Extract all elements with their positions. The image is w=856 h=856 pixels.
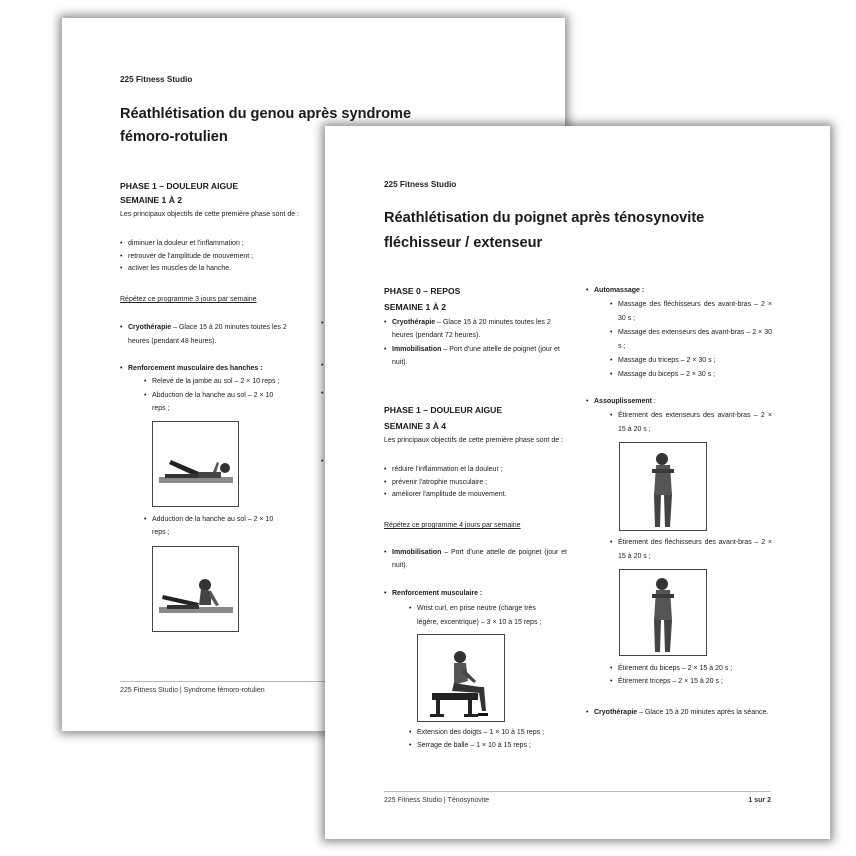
stretch-list-1 — [610, 409, 772, 437]
list-item: • Wrist curl, en prise neutre (charge très légère, excentrique) – 3 × 10 à 15 reps ; — [409, 602, 559, 630]
list-item: • diminuer la douleur et l'inflammation ; — [120, 238, 310, 251]
list-item: • Massage des extenseurs des avant-bras – 2 × 30 s ; — [610, 326, 772, 354]
page-footer: 225 Fitness Studio | Syndrome fémoro-rotulien — [120, 687, 265, 694]
exercise-list — [144, 376, 284, 415]
stretch-list-3 — [610, 662, 772, 688]
list-item: • Extension des doigts – 1 × 10 à 15 reps ; — [409, 727, 579, 740]
intro-text: Les principaux objectifs de cette première phase sont de : — [120, 211, 299, 218]
phase1-heading: PHASE 1 – DOULEUR AIGUE — [384, 405, 503, 415]
phase0-heading: PHASE 0 – REPOS — [384, 286, 461, 296]
wrist-curl-photo — [417, 634, 505, 722]
hidden-bullet: • — [321, 458, 324, 465]
list-item: • Étirement des fléchisseurs des avant-bras – 2 × 15 à 20 s ; — [610, 536, 772, 564]
intro-text: Les principaux objectifs de cette première phase sont de : — [384, 437, 563, 444]
exercise-list-2 — [144, 513, 284, 539]
list-item: • Adduction de la hanche au sol – 2 × 10 reps ; — [144, 513, 284, 539]
immobilisation-item: • Immobilisation – Port d'une attelle de poignet (jour et nuit). — [384, 546, 567, 572]
list-item: • Serrage de balle – 1 × 10 à 15 reps ; — [409, 740, 579, 753]
list-item: • activer les muscles de la hanche. — [120, 263, 310, 276]
list-item: • Relevé de la jambe au sol – 2 × 10 reps ; — [144, 376, 284, 389]
repeat-note: Répétez ce programme 4 jours par semaine — [384, 522, 521, 529]
extensor-stretch-photo — [619, 442, 707, 531]
studio-name: 225 Fitness Studio — [120, 75, 193, 84]
list-item: • Massage du biceps – 2 × 30 s ; — [610, 368, 772, 382]
page-number: 1 sur 2 — [748, 797, 771, 804]
hip-abduction-photo — [152, 421, 239, 507]
hidden-bullet: • — [321, 362, 324, 369]
footer-divider — [384, 791, 771, 792]
flexor-stretch-photo — [619, 569, 707, 656]
cryotherapy-item: • Cryothérapie – Glace 15 à 20 minutes toutes les 2 heures (pendant 48 heures). — [120, 321, 303, 349]
strength-section: • Renforcement musculaire : — [384, 588, 574, 601]
repeat-note: Répétez ce programme 3 jours par semaine — [120, 296, 257, 303]
list-item: • Abduction de la hanche au sol – 2 × 10 reps ; — [144, 389, 284, 415]
front-document-page — [325, 126, 830, 839]
list-item: • réduire l'inflammation et la douleur ; — [384, 464, 574, 477]
strength-section: • Renforcement musculaire des hanches : — [120, 363, 310, 376]
list-item: • Cryothérapie – Glace 15 à 20 minutes toutes les 2 heures (pendant 72 heures). — [384, 316, 569, 342]
list-item: • Massage du triceps – 2 × 30 s ; — [610, 354, 772, 368]
list-item: • améliorer l'amplitude de mouvement. — [384, 489, 574, 502]
list-item: • prévenir l'atrophie musculaire ; — [384, 477, 574, 490]
stretch-section: • Assouplissement : — [586, 396, 776, 409]
objectives-list — [120, 238, 310, 276]
page-footer: 225 Fitness Studio | Ténosynovite — [384, 797, 490, 804]
wrist-curl-item — [409, 602, 559, 630]
page-title: Réathlétisation du genou après syndrome fémoro-rotulien — [120, 106, 412, 145]
hidden-bullet: • — [321, 390, 324, 397]
finger-ball-list — [409, 727, 579, 752]
cryotherapy-item: • Cryothérapie – Glace 15 à 20 minutes après la séance. — [586, 706, 772, 719]
phase0-list — [384, 316, 569, 369]
list-item: • Étirement triceps – 2 × 15 à 20 s ; — [610, 675, 772, 688]
phase0-week: SEMAINE 1 À 2 — [384, 302, 447, 312]
list-item: • Immobilisation – Port d'une attelle de poignet (jour et nuit). — [384, 343, 569, 369]
page-title: Réathlétisation du poignet après ténosynovite fléchisseur / extenseur — [384, 210, 705, 251]
objectives-list — [384, 464, 574, 502]
massage-list — [610, 298, 772, 382]
phase-heading: PHASE 1 – DOULEUR AIGUE — [120, 181, 239, 191]
hidden-bullet: • — [321, 320, 324, 327]
list-item: • Massage des fléchisseurs des avant-bras – 2 × 30 s ; — [610, 298, 772, 326]
list-item: • Étirement du biceps – 2 × 15 à 20 s ; — [610, 662, 772, 675]
stretch-list-2 — [610, 536, 772, 564]
studio-name: 225 Fitness Studio — [384, 180, 457, 189]
week-heading: SEMAINE 1 À 2 — [120, 195, 183, 205]
list-item: • retrouver de l'amplitude de mouvement ; — [120, 251, 310, 264]
massage-section: • Automassage : — [586, 285, 776, 298]
phase1-week: SEMAINE 3 À 4 — [384, 421, 447, 431]
list-item: • Étirement des extenseurs des avant-bras – 2 × 15 à 20 s ; — [610, 409, 772, 437]
hip-adduction-photo — [152, 546, 239, 632]
